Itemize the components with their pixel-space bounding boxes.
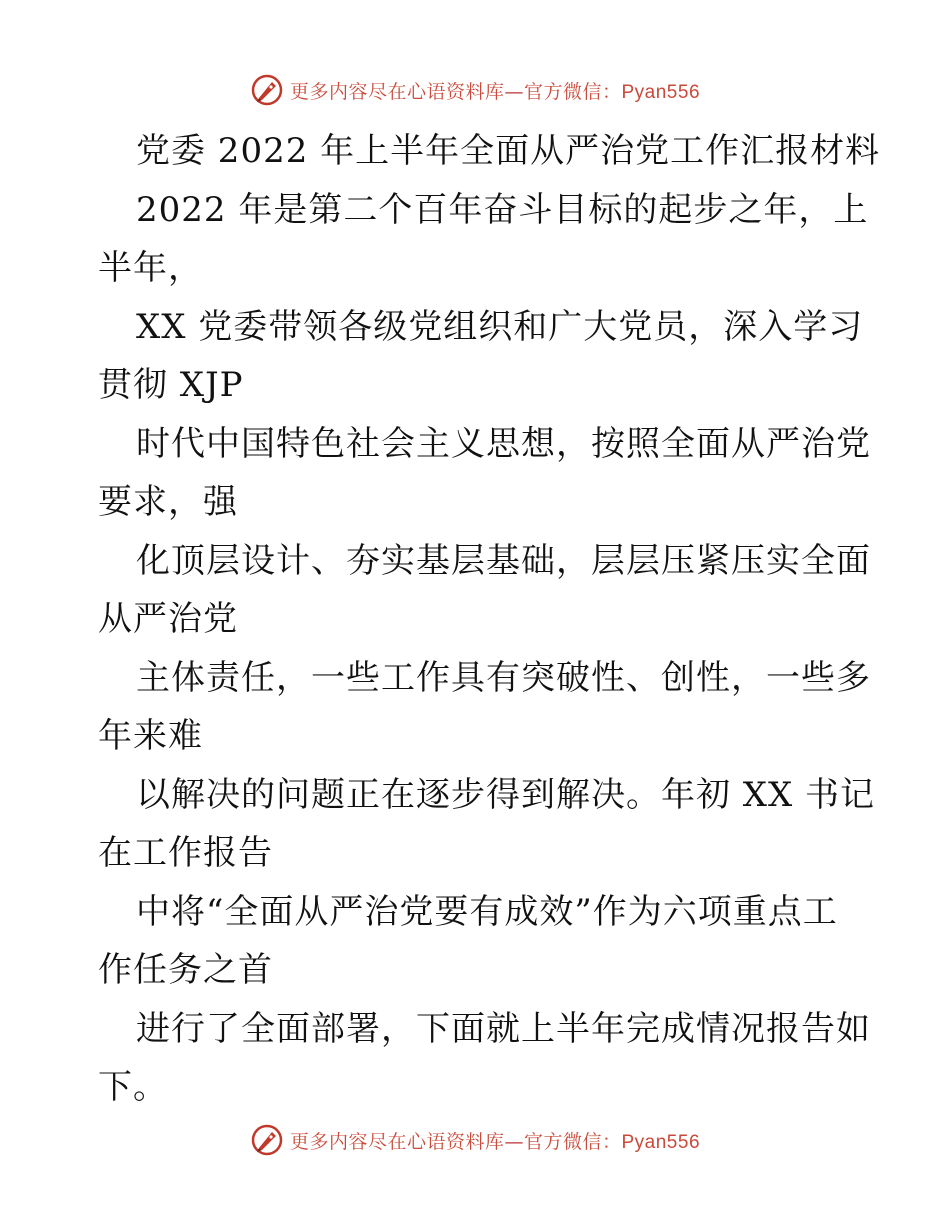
- document-body: [98, 122, 881, 1117]
- paragraph-line: 化顶层设计、夯实基层基础，层层压紧压实全面: [136, 540, 871, 581]
- watermark-wechat-label: 官方微信：: [523, 1130, 622, 1153]
- paragraph-line: 中将“全面从严治党要有成效”作为六项重点工: [136, 891, 838, 932]
- paragraph-line: 从严治党: [98, 599, 238, 639]
- pen-nib-logo-icon: [250, 73, 284, 107]
- watermark-dash: —: [504, 80, 524, 103]
- watermark-dash: —: [504, 1130, 524, 1153]
- paragraph-line: 作任务之首: [98, 950, 273, 990]
- paragraph-line: 以解决的问题正在逐步得到解决。年初 XX 书记: [136, 774, 876, 815]
- watermark-wechat-id: Pyan556: [621, 81, 701, 103]
- paragraph-line: 下。: [98, 1067, 168, 1107]
- footer-watermark-banner: [0, 1120, 950, 1160]
- watermark-site-name: 更多内容尽在心语资料库: [289, 80, 505, 103]
- watermark-text: [290, 1127, 700, 1154]
- paragraph-line: 2022 年是第二个百年奋斗目标的起步之年，上: [136, 189, 869, 230]
- watermark-wechat-id: Pyan556: [621, 1131, 701, 1153]
- paragraph-line: XX 党委带领各级党组织和广大党员，深入学习: [136, 306, 864, 347]
- paragraph-line: 在工作报告: [98, 833, 273, 873]
- paragraph-line: 主体责任，一些工作具有突破性、创性，一些多: [136, 657, 871, 698]
- paragraph-line: 年来难: [98, 716, 203, 756]
- header-watermark-banner: [0, 70, 950, 110]
- paragraph-line: 贯彻 XJP: [98, 365, 244, 405]
- paragraph-line: 进行了全面部署，下面就上半年完成情况报告如: [136, 1008, 871, 1049]
- pen-nib-logo-icon: [250, 1123, 284, 1157]
- watermark-site-name: 更多内容尽在心语资料库: [289, 1130, 505, 1153]
- watermark-text: [290, 77, 700, 104]
- paragraph-line: 时代中国特色社会主义思想，按照全面从严治党: [136, 423, 871, 464]
- document-title: 党委 2022 年上半年全面从严治党工作汇报材料: [136, 131, 881, 171]
- paragraph-line: 要求，强: [98, 482, 238, 522]
- paragraph-line: 半年，: [98, 248, 203, 288]
- watermark-wechat-label: 官方微信：: [523, 80, 622, 103]
